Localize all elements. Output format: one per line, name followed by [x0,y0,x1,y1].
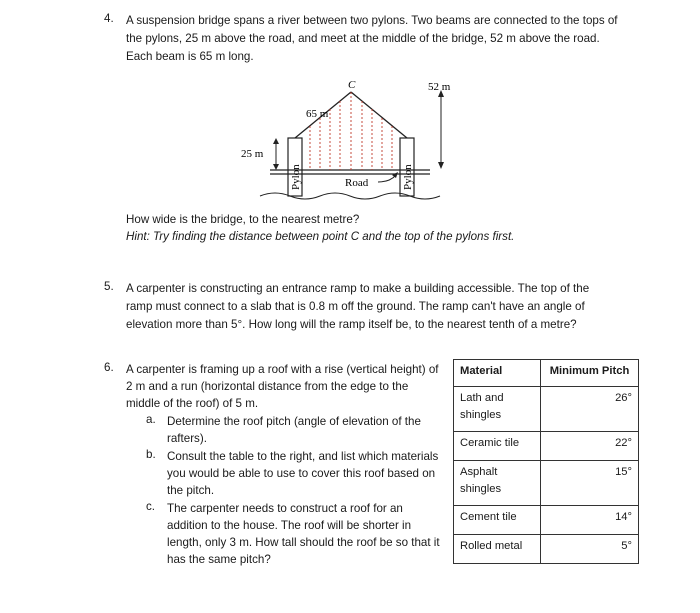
pitch-cell: 22° [541,432,639,461]
q6-part-line: The carpenter needs to construct a roof for an [167,502,403,515]
material-cell: Ceramic tile [454,432,541,461]
q4-text-line: A suspension bridge spans a river between two pylons. Two beams are connected to the tops of [126,14,618,27]
label-point-c: C [348,79,356,91]
q6-part-line: you would be able to use to cover this roof based on [167,467,436,480]
q6-part-line: Determine the roof pitch (angle of elevation of the [167,415,421,428]
material-cell: Cement tile [454,506,541,535]
label-pylon-left: Pylon [290,164,302,190]
q4-text-line: Each beam is 65 m long. [126,50,254,63]
q5-text-line: ramp must connect to a slab that is 0.8 m off the ground. The ramp can't have an angle of [126,300,585,313]
q6-text-line: A carpenter is framing up a roof with a rise (vertical height) of [126,363,439,376]
q6-part-line: has the same pitch? [167,553,271,566]
label-52m: 52 m [428,81,451,93]
hanger-cables [310,92,392,170]
material-cell: Lath and shingles [454,387,541,432]
q6-part-line: rafters). [167,432,207,445]
pitch-cell: 15° [541,461,639,506]
q6-part-line: length, only 3 m. How tall should the roof be so that it [167,536,440,549]
q5-text-line: A carpenter is constructing an entrance ramp to make a building accessible. The top of the [126,282,590,295]
table-row [454,506,639,535]
q6-part-line: Consult the table to the right, and list which materials [167,450,439,463]
label-65m: 65 m [306,108,329,120]
material-cell: Rolled metal [454,535,541,564]
pitch-cell: 26° [541,387,639,432]
q5-text-line: elevation more than 5°. How long will the ramp itself be, to the nearest tenth of a metre? [126,318,577,331]
table-row [454,535,639,564]
q6-text-line: 2 m and a run (horizontal distance from the edge to the [126,380,409,393]
header-minimum-pitch: Minimum Pitch [541,360,639,387]
bridge-diagram [230,78,470,203]
q6-part-line: the pitch. [167,484,215,497]
q6-part-letter: a. [146,413,156,426]
table-header-row [454,360,639,387]
material-cell: Asphalt shingles [454,461,541,506]
label-road: Road [345,177,369,189]
q4-hint: Hint: Try finding the distance between point C and the top of the pylons first. [126,230,515,243]
header-material: Material [454,360,541,387]
table-row [454,461,639,506]
q5-number: 5. [104,280,114,293]
label-25m: 25 m [241,148,264,160]
q6-text-line: middle of the roof) of 5 m. [126,397,259,410]
pitch-cell: 5° [541,535,639,564]
q4-question: How wide is the bridge, to the nearest metre? [126,213,360,226]
q6-number: 6. [104,361,114,374]
q4-number: 4. [104,12,114,25]
q6-part-line: addition to the house. The roof will be shorter in [167,519,412,532]
q6-part-letter: b. [146,448,156,461]
table-row [454,387,639,432]
q6-part-letter: c. [146,500,156,513]
q4-text-line: the pylons, 25 m above the road, and meet at the middle of the bridge, 52 m above the road. [126,32,600,45]
materials-table [453,359,639,564]
table-row [454,432,639,461]
right-beam [351,92,407,138]
pitch-cell: 14° [541,506,639,535]
label-pylon-right: Pylon [402,164,414,190]
